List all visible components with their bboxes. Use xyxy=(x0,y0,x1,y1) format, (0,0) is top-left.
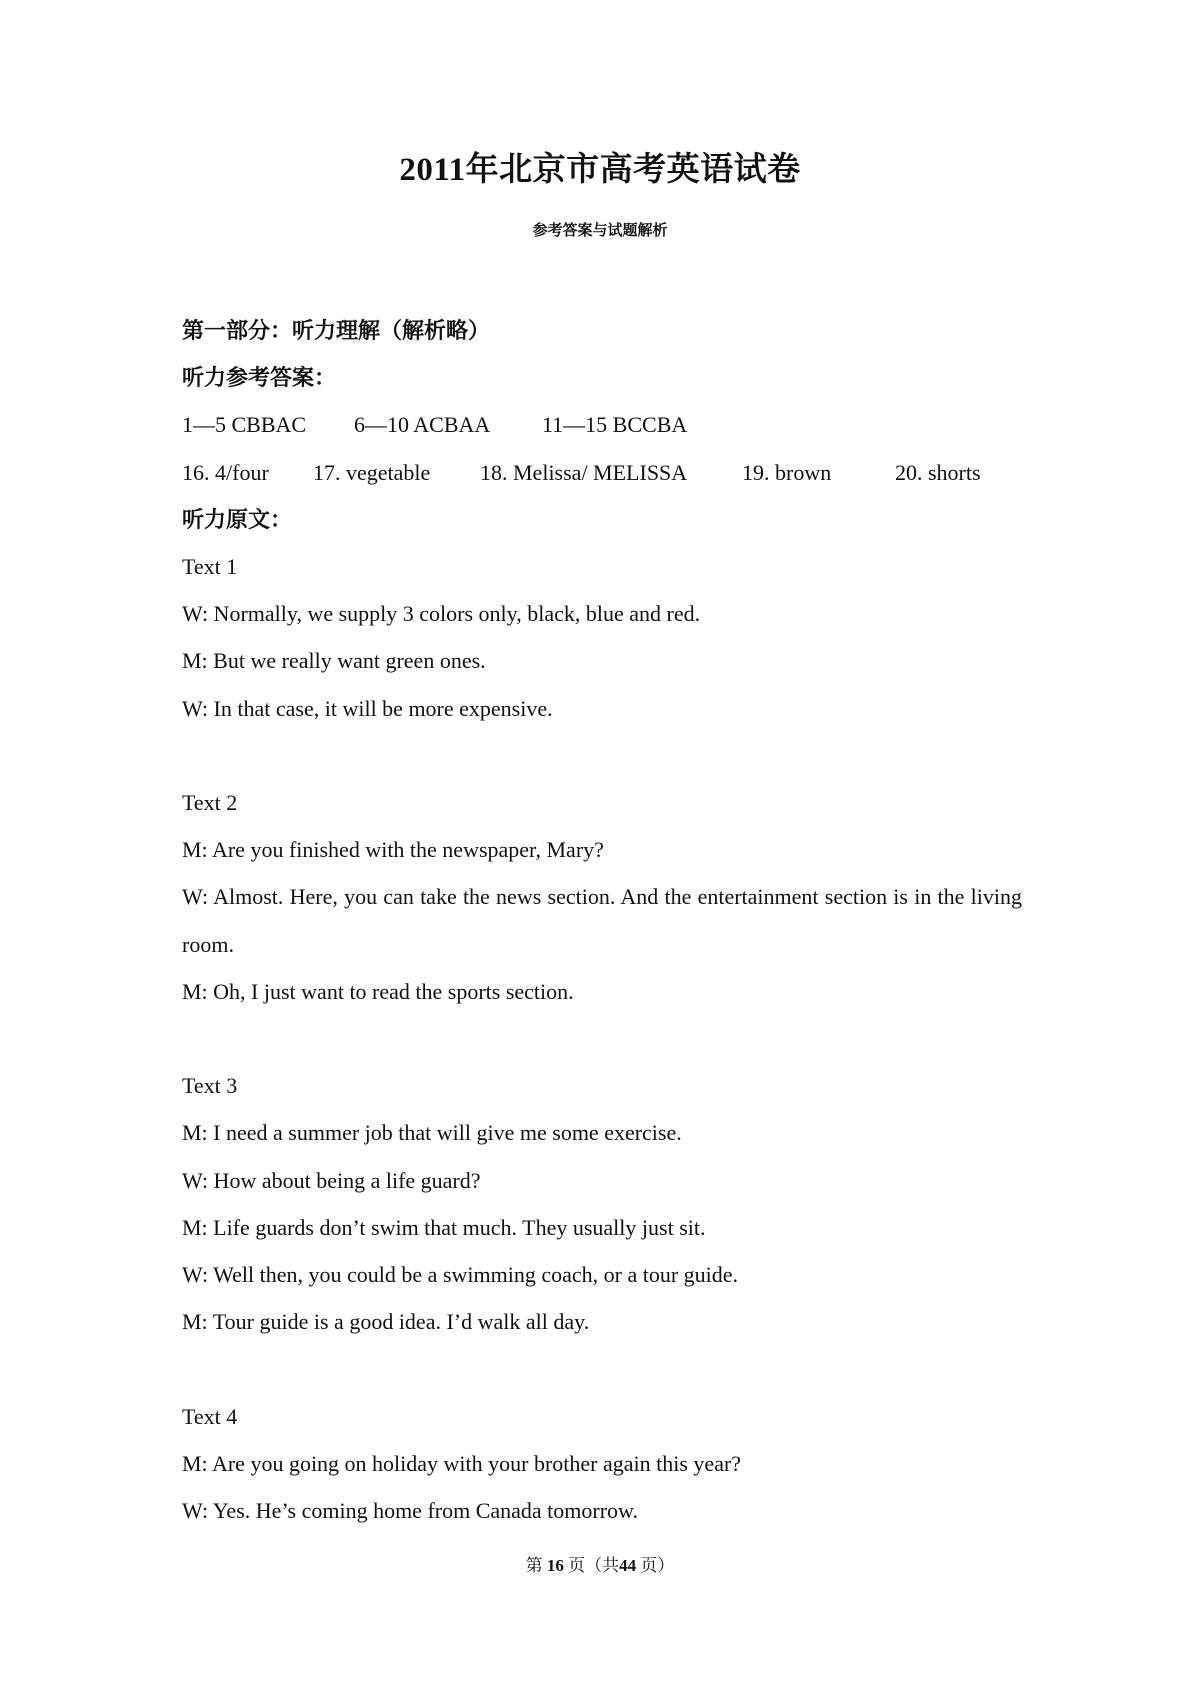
dialogue-line: W: Yes. He’s coming home from Canada tomorrow. xyxy=(182,1498,639,1524)
dialogue-line: W: Normally, we supply 3 colors only, black, blue and red. xyxy=(182,601,701,627)
dialogue-line: W: In that case, it will be more expensive. xyxy=(182,695,553,721)
dialogue-line: M: But we really want green ones. xyxy=(182,648,486,674)
dialogue-line: M: Are you going on holiday with your brother again this year? xyxy=(182,1450,742,1476)
text-title: Text 2 xyxy=(182,790,238,816)
answers-row-1 xyxy=(182,401,1022,448)
page-footer xyxy=(0,1554,1200,1578)
footer-middle: 页（共 xyxy=(568,1556,620,1575)
dialogue-line: W: Almost. Here, you can take the news section. And the entertainment section is in the living room. xyxy=(182,884,1022,957)
answers-row-2 xyxy=(182,449,1022,496)
footer-suffix: 页） xyxy=(640,1556,675,1575)
answer-item: 20. shorts xyxy=(895,459,981,485)
text-title: Text 3 xyxy=(182,1073,238,1099)
spacer xyxy=(182,1015,1022,1062)
page-total: 44 xyxy=(619,1556,637,1575)
text-title: Text 4 xyxy=(182,1403,238,1429)
spacer xyxy=(182,732,1022,779)
dialogue-line: M: Tour guide is a good idea. I’d walk all day. xyxy=(182,1309,590,1335)
answer-item: 19. brown xyxy=(742,459,832,485)
answers-heading: 听力参考答案： xyxy=(182,365,337,391)
document-body xyxy=(182,307,1022,1534)
document-title: 2011年北京市高考英语试卷 xyxy=(399,152,801,188)
footer-prefix: 第 xyxy=(525,1556,543,1575)
page-number: 16 xyxy=(546,1556,564,1575)
transcript-heading: 听力原文： xyxy=(182,506,293,532)
dialogue-line: M: Oh, I just want to read the sports section. xyxy=(182,978,574,1004)
section-heading: 第一部分：听力理解（解析略） xyxy=(182,318,491,343)
dialogue-line: W: Well then, you could be a swimming coach, or a tour guide. xyxy=(182,1262,739,1288)
answer-item: 17. vegetable xyxy=(313,459,431,485)
text-title: Text 1 xyxy=(182,554,238,580)
dialogue-line: M: I need a summer job that will give me some exercise. xyxy=(182,1120,682,1146)
answer-item: 18. Melissa/ MELISSA xyxy=(480,459,688,485)
answer-group: 6—10 ACBAA xyxy=(354,412,491,438)
answer-item: 16. 4/four xyxy=(182,459,269,485)
answer-group: 11—15 BCCBA xyxy=(542,412,688,438)
dialogue-line: M: Life guards don’t swim that much. They usually just sit. xyxy=(182,1214,706,1240)
document-subtitle: 参考答案与试题解析 xyxy=(532,223,668,239)
dialogue-line: W: How about being a life guard? xyxy=(182,1167,481,1193)
answer-group: 1—5 CBBAC xyxy=(182,412,307,438)
dialogue-line: M: Are you finished with the newspaper, Mary? xyxy=(182,837,604,863)
spacer xyxy=(182,1345,1022,1392)
